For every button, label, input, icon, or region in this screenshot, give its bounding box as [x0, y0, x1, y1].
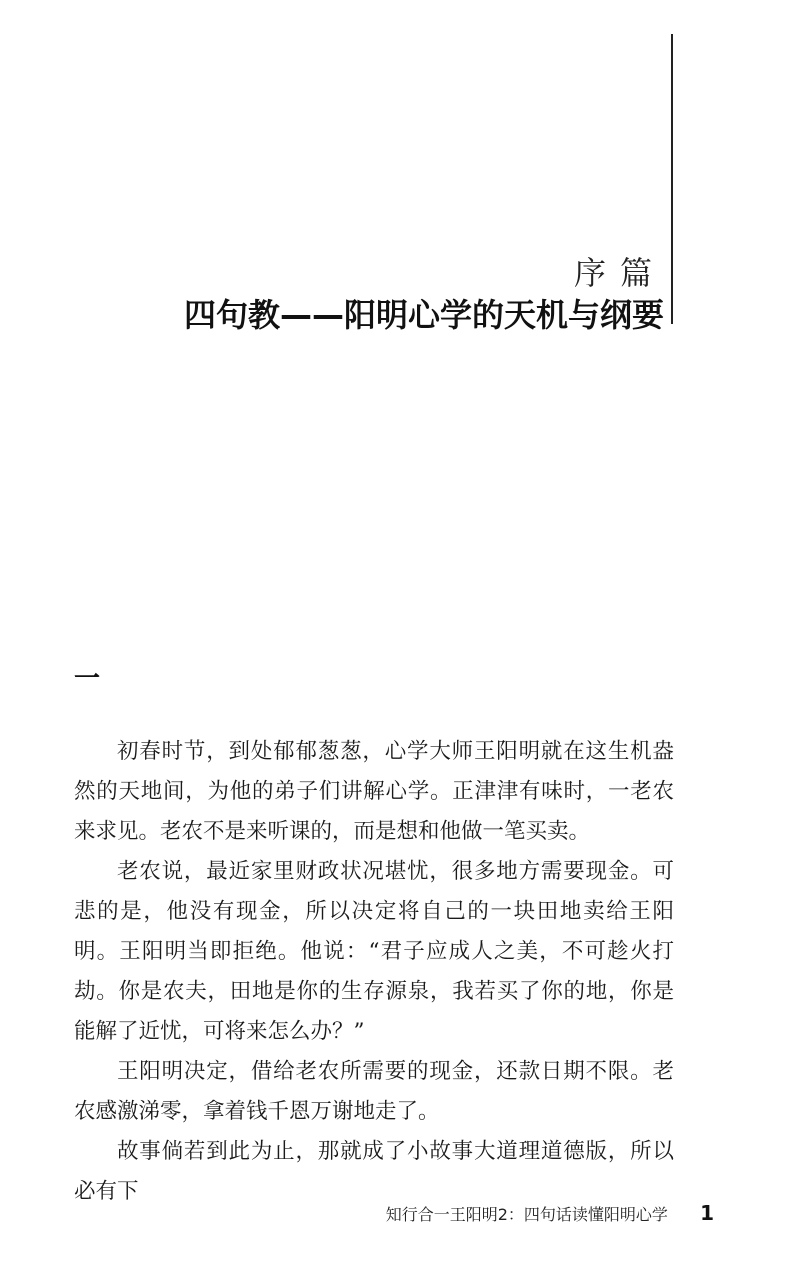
- book-title: 知行合一王阳明2：四句话读懂阳明心学: [385, 1205, 668, 1224]
- vertical-rule: [671, 34, 673, 324]
- section-number: 一: [74, 664, 101, 694]
- paragraph: 初春时节，到处郁郁葱葱，心学大师王阳明就在这生机盎然的天地间，为他的弟子们讲解心学。正津津有味时，一老农来求见。老农不是来听课的，而是想和他做一笔买卖。: [74, 739, 674, 844]
- paragraph: 王阳明决定，借给老农所需要的现金，还款日期不限。老农感激涕零，拿着钱千恩万谢地走了。: [74, 1059, 674, 1124]
- paragraph: 故事倘若到此为止，那就成了小故事大道理道德版，所以必有下: [74, 1139, 674, 1204]
- part-label: 序篇: [573, 254, 666, 292]
- running-footer: [386, 1201, 714, 1225]
- paragraph: 老农说，最近家里财政状况堪忧，很多地方需要现金。可悲的是，他没有现金，所以决定将自己的一块田地卖给王阳明。王阳明当即拒绝。他说：“君子应成人之美，不可趁火打劫。你是农夫，田地是你的生存源泉，我若买了你的地，你是能解了近忧，可将来怎么办？”: [74, 859, 674, 1044]
- body-text: [74, 732, 674, 1212]
- page-number: 1: [700, 1201, 714, 1225]
- chapter-title: 四句教——阳明心学的天机与纲要: [183, 296, 664, 334]
